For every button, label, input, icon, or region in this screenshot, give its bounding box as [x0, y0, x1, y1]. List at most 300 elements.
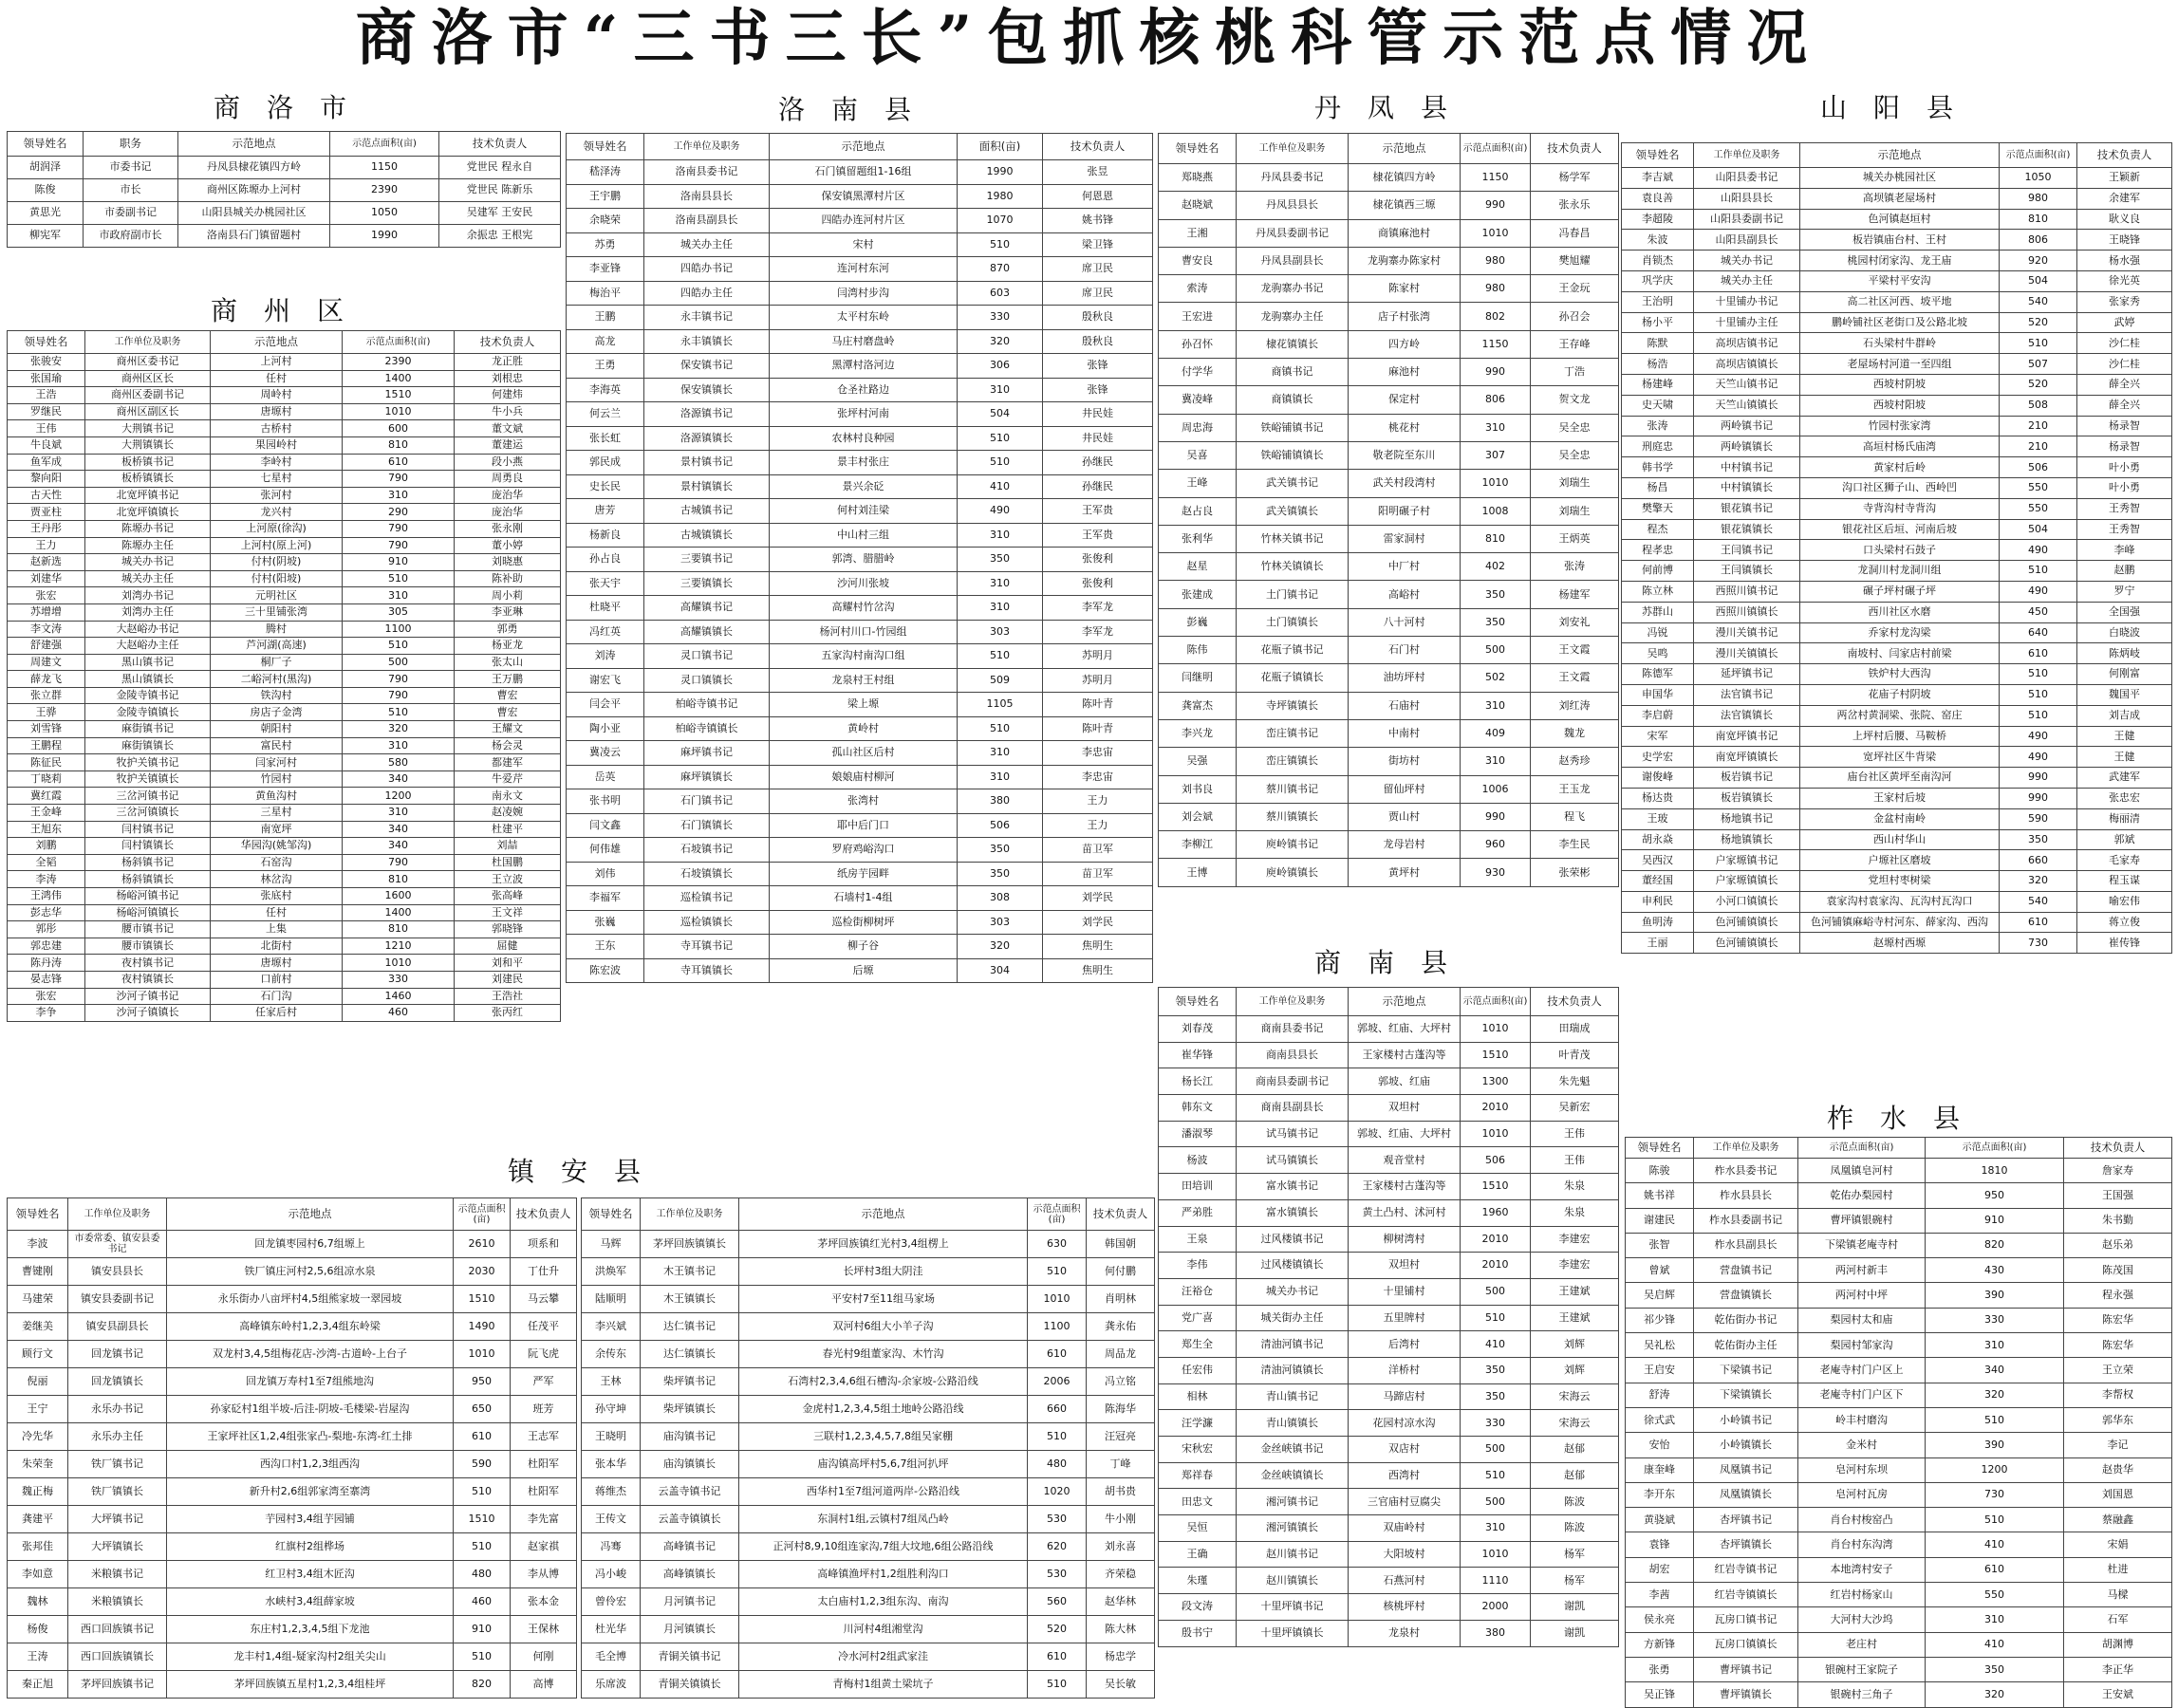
- table-cell: 庞治华: [455, 487, 561, 504]
- table-cell: 齐荣稳: [1087, 1561, 1155, 1588]
- table-cell: 色河铺镇镇长: [1694, 933, 1800, 954]
- table-cell: 罗宁: [2077, 581, 2172, 602]
- table-cell: 永丰镇镇长: [644, 329, 770, 354]
- table-cell: 李伟: [1159, 1253, 1237, 1279]
- table-cell: 焦明生: [1043, 958, 1153, 983]
- table-cell: 凤凰镇书记: [1694, 1457, 1798, 1482]
- column-header: 技术负责人: [1531, 988, 1619, 1016]
- table-cell: 三要镇镇长: [644, 571, 770, 596]
- table-header-row: [1159, 988, 1619, 1016]
- table-cell: 漫川关镇书记: [1694, 622, 1800, 643]
- table-cell: 薛全兴: [2077, 374, 2172, 395]
- table-cell: 肖台村梭窑凸: [1798, 1508, 1926, 1532]
- table-cell: 石门沟: [211, 988, 343, 1005]
- table-cell: 550: [1926, 1583, 2064, 1607]
- table-cell: 金丝峡镇书记: [1237, 1437, 1349, 1463]
- table-cell: 1510: [1461, 1042, 1531, 1068]
- table-cell: 周小莉: [455, 587, 561, 604]
- table-cell: 麻街镇镇长: [85, 737, 211, 754]
- table-cell: 董建运: [455, 436, 561, 454]
- table-row: [1626, 1258, 2172, 1283]
- table-cell: 户家塬镇书记: [1694, 850, 1800, 871]
- table-cell: 王建斌: [1531, 1278, 1619, 1305]
- table-cell: 李亚锋: [567, 257, 644, 282]
- table-cell: 袁良善: [1622, 188, 1694, 209]
- table-row: [1626, 1159, 2172, 1183]
- column-header: 领导姓名: [8, 1198, 68, 1231]
- table-row: [567, 232, 1153, 257]
- table-cell: 1010: [343, 403, 455, 420]
- table-cell: 1510: [1461, 1174, 1531, 1200]
- table-cell: 铁炉村大西沟: [1800, 664, 2000, 685]
- table-cell: 回龙镇枣园村6,7组塬上: [167, 1231, 454, 1258]
- table-cell: 王旭东: [8, 821, 85, 838]
- table-cell: 四皓办主任: [644, 281, 770, 306]
- table-cell: 云盖寺镇镇长: [641, 1506, 739, 1533]
- table-cell: 回龙镇镇长: [68, 1368, 167, 1396]
- table-row: [8, 1231, 577, 1258]
- table-row: [567, 741, 1153, 766]
- table-cell: 330: [1461, 1410, 1531, 1437]
- table-cell: 李先富: [511, 1506, 577, 1533]
- table-cell: 两岭镇书记: [1694, 416, 1800, 436]
- table-row: [8, 370, 561, 387]
- table-cell: 谢建民: [1626, 1208, 1694, 1233]
- table-cell: 铁厂镇庄河村2,5,6组凉水泉: [167, 1258, 454, 1286]
- table-cell: 290: [343, 504, 455, 521]
- table-cell: 李记: [2064, 1433, 2172, 1457]
- table-cell: 王家坪社区1,2,4组张家凸-梨地-东湾-红土排: [167, 1423, 454, 1451]
- table-row: [1159, 1620, 1619, 1646]
- table-row: [567, 886, 1153, 911]
- table-cell: 杜国鹏: [455, 854, 561, 871]
- table-cell: 洛南县石门镇留题村: [178, 225, 330, 248]
- table-cell: 商州区委副书记: [85, 387, 211, 404]
- table-cell: 天竺山镇镇长: [1694, 395, 1800, 416]
- table-row: [8, 788, 561, 805]
- table-cell: 张勇: [1626, 1657, 1694, 1681]
- table-cell: 麻池村: [1349, 359, 1461, 386]
- table-cell: 2000: [1461, 1594, 1531, 1621]
- table-cell: 870: [958, 257, 1043, 282]
- table-cell: 王传文: [582, 1506, 641, 1533]
- table-row: [1622, 291, 2172, 312]
- table-cell: 寺耳镇书记: [644, 935, 770, 959]
- table-cell: 张骏安: [8, 354, 85, 371]
- table-cell: 北宽坪镇书记: [85, 487, 211, 504]
- table-cell: 张智: [1626, 1233, 1694, 1257]
- table-cell: 刘根忠: [455, 370, 561, 387]
- table-cell: 茅坪回族镇书记: [68, 1671, 167, 1699]
- table-cell: 田瑞成: [1531, 1016, 1619, 1043]
- table-cell: 程永强: [2064, 1283, 2172, 1308]
- table-cell: 杨峪河镇镇长: [85, 904, 211, 921]
- table-row: [1159, 803, 1619, 830]
- table-cell: 营盘镇镇长: [1694, 1283, 1798, 1308]
- table-row: [1159, 1016, 1619, 1043]
- table-cell: 王鹏: [567, 306, 644, 330]
- table-cell: 1010: [1461, 470, 1531, 497]
- table-cell: 307: [1461, 441, 1531, 469]
- table-cell: 210: [2000, 416, 2077, 436]
- table-cell: 2010: [1461, 1253, 1531, 1279]
- table-cell: 马樑: [2064, 1583, 2172, 1607]
- table-cell: 杏坪镇书记: [1694, 1508, 1798, 1532]
- table-cell: 大河村大沙坞: [1798, 1607, 1926, 1632]
- table-cell: 1210: [343, 938, 455, 955]
- table-cell: 康奎峰: [1626, 1457, 1694, 1482]
- table-cell: 陈立林: [1622, 581, 1694, 602]
- table-cell: 赵华林: [1087, 1588, 1155, 1616]
- section-title-luonan: 洛南县: [778, 94, 939, 125]
- table-cell: 刘国恩: [2064, 1482, 2172, 1507]
- table-row: [8, 570, 561, 587]
- table-cell: 吴启辉: [1626, 1283, 1694, 1308]
- table-cell: 刘伟: [567, 862, 644, 886]
- table-cell: 赵凌婉: [455, 805, 561, 822]
- table-cell: 杨军: [1531, 1568, 1619, 1594]
- table-cell: 耿义良: [2077, 209, 2172, 230]
- table-cell: 张荣彬: [1531, 859, 1619, 886]
- table-cell: 李生民: [1531, 831, 1619, 859]
- table-cell: 嵇泽涛: [567, 160, 644, 185]
- table-cell: 两河村中坪: [1798, 1283, 1926, 1308]
- table-cell: 秦正旭: [8, 1671, 68, 1699]
- table-row: [1159, 775, 1619, 803]
- table-cell: 张太山: [455, 654, 561, 671]
- table-cell: 耶中后门口: [770, 813, 958, 838]
- table-cell: 灵口镇书记: [644, 644, 770, 669]
- table-cell: 510: [958, 716, 1043, 741]
- table-cell: 胡宏: [1626, 1557, 1694, 1582]
- table-cell: 510: [454, 1533, 511, 1561]
- table-cell: 鹏岭铺社区老街口及公路北坡: [1800, 312, 2000, 333]
- table-row: [1159, 1437, 1619, 1463]
- table-cell: 530: [1028, 1506, 1087, 1533]
- table-cell: 银花社区后垣、河南后坡: [1800, 519, 2000, 540]
- table-cell: 竹园村张家湾: [1800, 416, 2000, 436]
- table-cell: 油坊坪村: [1349, 664, 1461, 692]
- table-row: [582, 1643, 1155, 1671]
- table-cell: 寺坪镇镇长: [1237, 692, 1349, 719]
- table-cell: 王国强: [2064, 1183, 2172, 1208]
- table-cell: 峦庄镇镇长: [1237, 748, 1349, 775]
- table-cell: 晏志锋: [8, 971, 85, 988]
- table-row: [1622, 747, 2172, 768]
- table-cell: 杜阳军: [511, 1451, 577, 1478]
- table-cell: 杏坪镇镇长: [1694, 1532, 1798, 1557]
- table-cell: 1010: [1461, 219, 1531, 247]
- table-cell: 闫村镇书记: [85, 821, 211, 838]
- table-cell: 310: [343, 587, 455, 604]
- table-cell: 丹凤县委书记: [1237, 164, 1349, 192]
- table-cell: 张利华: [1159, 525, 1237, 552]
- table-row: [1159, 525, 1619, 552]
- table-cell: 汪裕仓: [1159, 1278, 1237, 1305]
- table-row: [8, 1451, 577, 1478]
- table-row: [1159, 553, 1619, 581]
- table-cell: 峦庄镇书记: [1237, 719, 1349, 747]
- table-cell: 910: [1926, 1208, 2064, 1233]
- table-cell: 洋桥村: [1349, 1357, 1461, 1383]
- table-cell: 黄坪村: [1349, 859, 1461, 886]
- table-cell: 510: [2000, 561, 2077, 582]
- table-cell: 延坪镇书记: [1694, 664, 1800, 685]
- table-cell: 平梁村平安沟: [1800, 270, 2000, 291]
- table-row: [1159, 275, 1619, 303]
- table-cell: 月河镇书记: [641, 1588, 739, 1616]
- table-header-row: [8, 1198, 577, 1231]
- table-row: [1626, 1632, 2172, 1657]
- table-cell: 严军: [511, 1368, 577, 1396]
- table-row: [567, 716, 1153, 741]
- table-row: [1159, 1068, 1619, 1095]
- table-cell: 段文涛: [1159, 1594, 1237, 1621]
- table-row: [1159, 581, 1619, 608]
- table-cell: 柞水县委副书记: [1694, 1208, 1798, 1233]
- table-cell: 肖明林: [1087, 1286, 1155, 1313]
- table-cell: 东洞村1组,云镇村7组凤凸岭: [739, 1506, 1028, 1533]
- table-cell: 永乐街办八亩坪村4,5组熊家坡一翠园坡: [167, 1286, 454, 1313]
- table-cell: 安怡: [1626, 1433, 1694, 1457]
- table-cell: 老庄村: [1798, 1632, 1926, 1657]
- table-cell: 790: [343, 671, 455, 688]
- table-cell: 802: [1461, 303, 1531, 330]
- table-cell: 西山村华山: [1800, 829, 2000, 850]
- table-row: [1159, 1331, 1619, 1358]
- table-cell: 殷书宁: [1159, 1620, 1237, 1646]
- table-cell: 王健: [2077, 747, 2172, 768]
- table-cell: 项系和: [511, 1231, 577, 1258]
- table-cell: 党世民 陈新乐: [439, 179, 561, 202]
- table-cell: 杨峪河镇书记: [85, 888, 211, 905]
- table-row: [1622, 416, 2172, 436]
- table-cell: 510: [343, 638, 455, 655]
- table-cell: 600: [343, 420, 455, 437]
- table-cell: 核桃坪村: [1349, 1594, 1461, 1621]
- table-cell: 马辉: [582, 1231, 641, 1258]
- table-cell: 930: [1461, 859, 1531, 886]
- table-cell: 董文斌: [455, 420, 561, 437]
- table-cell: 龙泉村: [1349, 1620, 1461, 1646]
- table-cell: 上河村: [211, 354, 343, 371]
- table-cell: 1010: [1461, 1016, 1531, 1043]
- table-row: [8, 1396, 577, 1423]
- table-cell: 820: [1926, 1233, 2064, 1257]
- table-cell: 张河村: [211, 487, 343, 504]
- table-cell: 王闫镇书记: [1694, 540, 1800, 561]
- table-row: [1622, 684, 2172, 705]
- table-cell: 何付鹏: [1087, 1258, 1155, 1286]
- table-row: [8, 955, 561, 972]
- column-header: 示范地点: [1800, 143, 2000, 168]
- table-cell: 彭巍: [1159, 608, 1237, 636]
- table-cell: 清油河镇镇长: [1237, 1357, 1349, 1383]
- table-row: [1622, 664, 2172, 685]
- table-cell: 唐芳: [567, 499, 644, 524]
- table-cell: 504: [2000, 519, 2077, 540]
- table-cell: 乾佑街办主任: [1694, 1333, 1798, 1358]
- table-row: [567, 838, 1153, 863]
- column-header: 领导姓名: [582, 1198, 641, 1231]
- table-cell: 武建军: [2077, 768, 2172, 789]
- table-cell: 乔家村龙沟梁: [1800, 622, 2000, 643]
- table-cell: 双坦村: [1349, 1095, 1461, 1122]
- column-header: 职务: [84, 132, 178, 157]
- table-cell: 李超陵: [1622, 209, 1694, 230]
- table-cell: 730: [2000, 933, 2077, 954]
- table-cell: 二峪河村(黑沟): [211, 671, 343, 688]
- table-cell: 390: [1926, 1433, 2064, 1457]
- table-cell: 吴恒: [1159, 1515, 1237, 1542]
- table-cell: 李争: [8, 1005, 85, 1022]
- table-cell: 徐光英: [2077, 270, 2172, 291]
- table-cell: 650: [454, 1396, 511, 1423]
- table-cell: 闫村镇镇长: [85, 838, 211, 855]
- table-cell: 390: [1926, 1283, 2064, 1308]
- table-cell: 古城镇镇长: [644, 523, 770, 548]
- table-cell: 市长: [84, 179, 178, 202]
- table-cell: 杨录智: [2077, 416, 2172, 436]
- table-cell: 910: [454, 1616, 511, 1643]
- table-cell: 冯骞: [582, 1533, 641, 1561]
- table-cell: 柳宪军: [8, 225, 84, 248]
- table-cell: 刘湾办书记: [85, 587, 211, 604]
- table-cell: 490: [2000, 540, 2077, 561]
- table-cell: 任宏伟: [1159, 1357, 1237, 1383]
- table-cell: 509: [958, 668, 1043, 693]
- table-cell: 何恩恩: [1043, 184, 1153, 209]
- table-row: [1159, 359, 1619, 386]
- table-cell: 603: [958, 281, 1043, 306]
- table-cell: 雷家洞村: [1349, 525, 1461, 552]
- table-row: [1626, 1657, 2172, 1681]
- table-cell: 胡润泽: [8, 157, 84, 179]
- table-row: [1626, 1308, 2172, 1332]
- table-cell: 张锋: [1043, 354, 1153, 379]
- table-cell: 黄鱼沟村: [211, 788, 343, 805]
- table-cell: 吴建军 王安民: [439, 202, 561, 225]
- table-cell: 索涛: [1159, 275, 1237, 303]
- table-cell: 城关街办主任: [1237, 1305, 1349, 1331]
- table-cell: 镇安县副县长: [68, 1313, 167, 1341]
- table-cell: 史天啸: [1622, 395, 1694, 416]
- table-cell: 1400: [343, 904, 455, 921]
- table-cell: 周忠海: [1159, 414, 1237, 441]
- table-cell: 丹凤县县长: [1237, 192, 1349, 219]
- table-cell: 青山镇书记: [1237, 1383, 1349, 1410]
- table-cell: 980: [1461, 247, 1531, 274]
- table-cell: 陈大林: [1087, 1616, 1155, 1643]
- table-cell: 后湾村: [1349, 1331, 1461, 1358]
- table-cell: 余晓荣: [567, 209, 644, 233]
- table-row: [8, 1506, 577, 1533]
- table-cell: 朱荣奎: [8, 1451, 68, 1478]
- table-row: [1622, 209, 2172, 230]
- table-cell: 郭华东: [2064, 1407, 2172, 1432]
- table-cell: 詹家寿: [2064, 1159, 2172, 1183]
- table-cell: 大坪镇书记: [68, 1506, 167, 1533]
- table-cell: 380: [1461, 1620, 1531, 1646]
- table-cell: 四皓办连河村片区: [770, 209, 958, 233]
- table-row: [8, 354, 561, 371]
- table-row: [8, 537, 561, 554]
- table-row: [1626, 1607, 2172, 1632]
- table-cell: 姚书锋: [1043, 209, 1153, 233]
- table-cell: 庾岭镇镇长: [1237, 859, 1349, 886]
- table-cell: 柳树湾村: [1349, 1226, 1461, 1253]
- table-cell: 赵秀珍: [1531, 748, 1619, 775]
- table-cell: 两岭镇镇长: [1694, 436, 1800, 457]
- table-cell: 990: [1461, 192, 1531, 219]
- table-cell: 黎向阳: [8, 471, 85, 488]
- table-header-row: [8, 331, 561, 354]
- table-shangzhou: [7, 330, 561, 1022]
- table-cell: 杜阳军: [511, 1478, 577, 1506]
- table-cell: 1300: [1461, 1068, 1531, 1095]
- table-cell: 610: [2000, 643, 2077, 664]
- table-cell: 朝阳村: [211, 721, 343, 738]
- table-cell: 王金峰: [8, 805, 85, 822]
- table-cell: 殷秋良: [1043, 306, 1153, 330]
- table-cell: 990: [2000, 768, 2077, 789]
- table-cell: 陈炳岐: [2077, 643, 2172, 664]
- table-row: [1622, 891, 2172, 912]
- table-row: [1159, 1042, 1619, 1068]
- table-cell: 730: [1926, 1482, 2064, 1507]
- table-cell: 景村镇镇长: [644, 474, 770, 499]
- table-shangluo: [7, 131, 561, 248]
- table-cell: 银花镇书记: [1694, 498, 1800, 519]
- table-row: [1159, 1541, 1619, 1568]
- table-cell: 810: [1461, 525, 1531, 552]
- table-cell: 张俊利: [1043, 571, 1153, 596]
- table-cell: 武婷: [2077, 312, 2172, 333]
- table-cell: 白晓波: [2077, 622, 2172, 643]
- table-cell: 王林: [582, 1368, 641, 1396]
- table-row: [567, 693, 1153, 717]
- table-cell: 王丹彤: [8, 520, 85, 537]
- table-cell: 350: [958, 862, 1043, 886]
- table-cell: 500: [343, 654, 455, 671]
- table-row: [567, 329, 1153, 354]
- table-cell: 程杰: [1622, 519, 1694, 540]
- table-cell: 308: [958, 886, 1043, 911]
- table-cell: 810: [343, 921, 455, 938]
- table-cell: 龚富杰: [1159, 692, 1237, 719]
- table-cell: 刘红涛: [1531, 692, 1619, 719]
- table-cell: 1510: [454, 1286, 511, 1313]
- table-cell: 银碗村王家院子: [1798, 1657, 1926, 1681]
- table-cell: 黄家村后岭: [1800, 457, 2000, 478]
- table-cell: 409: [1461, 719, 1531, 747]
- table-cell: 商镇麻池村: [1349, 219, 1461, 247]
- table-row: [1626, 1682, 2172, 1707]
- column-header: 技术负责人: [2077, 143, 2172, 168]
- table-row: [1622, 498, 2172, 519]
- table-cell: 岭丰村磨沟: [1798, 1407, 1926, 1432]
- table-row: [1159, 1568, 1619, 1594]
- table-cell: 高峰镇镇长: [641, 1561, 739, 1588]
- column-header: 示范点面积(亩): [343, 331, 455, 354]
- table-cell: 富民村: [211, 737, 343, 754]
- table-cell: 507: [2000, 354, 2077, 375]
- table-cell: 刘学民: [1043, 910, 1153, 935]
- table-cell: 王存峰: [1531, 330, 1619, 358]
- table-cell: 蔡川镇书记: [1237, 775, 1349, 803]
- table-row: [1622, 602, 2172, 622]
- table-cell: 陈宏波: [567, 958, 644, 983]
